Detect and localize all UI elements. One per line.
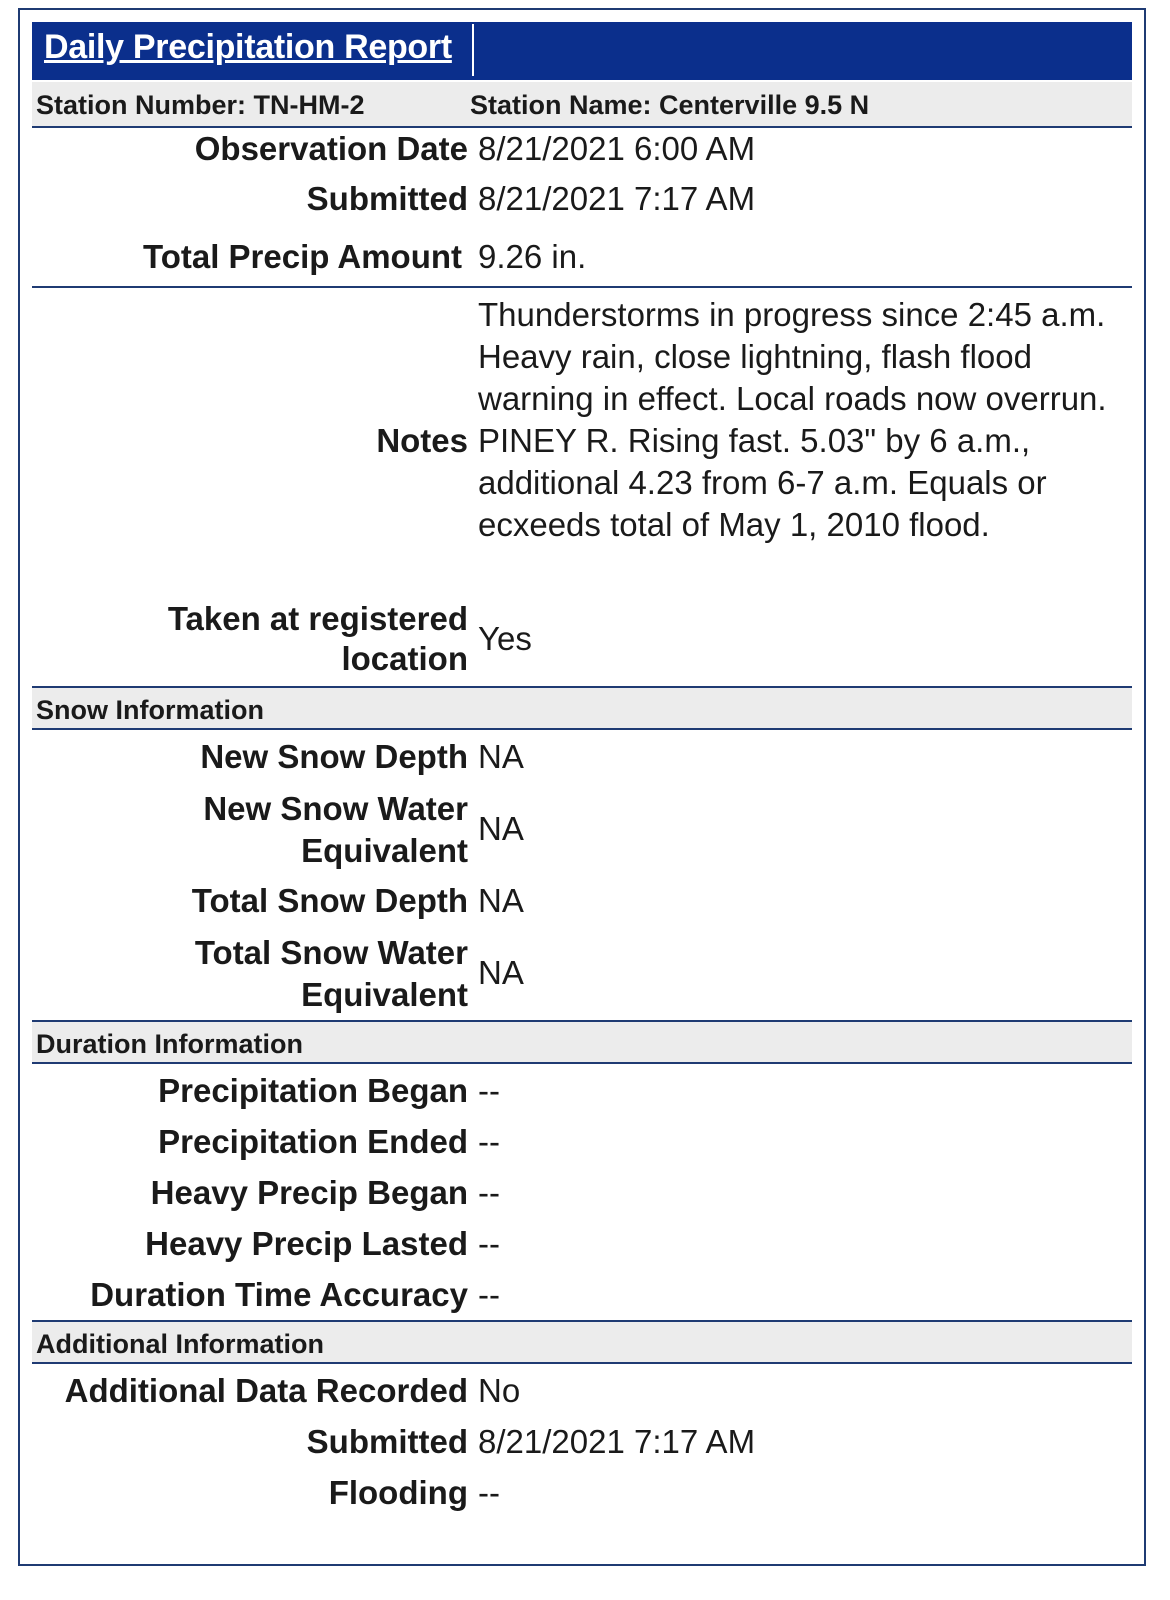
- flooding-label: Flooding: [328, 1474, 468, 1511]
- total-precip-row: [32, 236, 1132, 280]
- heavy-precip-lasted-label: Heavy Precip Lasted: [145, 1225, 468, 1262]
- additional-submitted-label: Submitted: [306, 1423, 468, 1460]
- new-snow-water-row: [32, 788, 1132, 872]
- snow-header-text: Snow Information: [36, 695, 264, 725]
- report-panel: [18, 8, 1146, 1566]
- additional-submitted-row: [32, 1421, 1132, 1465]
- registered-label-line2: location: [341, 640, 468, 677]
- additional-data-label: Additional Data Recorded: [64, 1372, 468, 1409]
- submitted-label: Submitted: [306, 180, 468, 217]
- snow-section-header: [32, 686, 1132, 730]
- precip-began-value: --: [478, 1072, 500, 1109]
- registered-label-line1: Taken at registered: [167, 600, 468, 637]
- total-snow-water-row: [32, 932, 1132, 1016]
- submitted-row: [32, 178, 1132, 222]
- total-precip-label: Total Precip Amount: [142, 238, 462, 275]
- total-snow-water-label-line1: Total Snow Water: [194, 934, 468, 971]
- new-snow-water-label-line1: New Snow Water: [203, 790, 468, 827]
- observation-date-row: [32, 128, 1132, 172]
- additional-data-value: No: [478, 1372, 521, 1409]
- precip-began-label: Precipitation Began: [158, 1072, 468, 1109]
- new-snow-depth-value: NA: [478, 738, 524, 775]
- heavy-precip-began-label: Heavy Precip Began: [150, 1174, 468, 1211]
- submitted-value: 8/21/2021 7:17 AM: [478, 180, 756, 217]
- heavy-precip-began-row: [32, 1172, 1132, 1216]
- notes-value: Thunderstorms in progress since 2:45 a.m. Heavy rain, close lightning, flash flood warning in effect. Local roads now overrun. PINEY R. Rising fast. 5.03" by 6 a.m., additional 4.23 from 6-7 a.m. Equals or ecxeeds total of May 1, 2010 flood.: [478, 296, 1107, 543]
- total-precip-value: 9.26 in.: [478, 238, 587, 275]
- additional-header-text: Additional Information: [36, 1329, 324, 1359]
- new-snow-water-label-line2: Equivalent: [301, 832, 468, 869]
- registered-value: Yes: [478, 620, 532, 657]
- observation-date-value: 8/21/2021 6:00 AM: [478, 130, 756, 167]
- duration-accuracy-row: [32, 1274, 1132, 1318]
- title-divider: [472, 24, 474, 76]
- new-snow-water-value: NA: [478, 810, 524, 847]
- total-snow-water-label-line2: Equivalent: [301, 976, 468, 1013]
- divider: [32, 286, 1132, 288]
- precip-began-row: [32, 1070, 1132, 1114]
- heavy-precip-lasted-value: --: [478, 1225, 500, 1262]
- precip-ended-value: --: [478, 1123, 500, 1160]
- notes-row: [32, 294, 1132, 590]
- station-number: Station Number: TN-HM-2: [36, 90, 365, 120]
- total-snow-depth-row: [32, 880, 1132, 924]
- heavy-precip-began-value: --: [478, 1174, 500, 1211]
- station-name: Station Name: Centerville 9.5 N: [470, 90, 870, 120]
- precip-ended-row: [32, 1121, 1132, 1165]
- new-snow-depth-row: [32, 736, 1132, 780]
- additional-submitted-value: 8/21/2021 7:17 AM: [478, 1423, 756, 1460]
- report-title-link[interactable]: Daily Precipitation Report: [44, 28, 452, 66]
- duration-accuracy-label: Duration Time Accuracy: [90, 1276, 468, 1313]
- additional-section-header: [32, 1320, 1132, 1364]
- duration-section-header: [32, 1020, 1132, 1064]
- additional-data-row: [32, 1370, 1132, 1414]
- title-bar: [32, 22, 1132, 80]
- notes-label: Notes: [376, 422, 468, 459]
- total-snow-depth-label: Total Snow Depth: [191, 882, 468, 919]
- heavy-precip-lasted-row: [32, 1223, 1132, 1267]
- duration-header-text: Duration Information: [36, 1029, 303, 1059]
- station-info-row: [32, 82, 1132, 128]
- flooding-row: [32, 1472, 1132, 1516]
- total-snow-water-value: NA: [478, 954, 524, 991]
- flooding-value: --: [478, 1474, 500, 1511]
- observation-date-label: Observation Date: [194, 130, 468, 167]
- new-snow-depth-label: New Snow Depth: [200, 738, 468, 775]
- duration-accuracy-value: --: [478, 1276, 500, 1313]
- registered-location-row: [32, 598, 1132, 682]
- precip-ended-label: Precipitation Ended: [158, 1123, 468, 1160]
- total-snow-depth-value: NA: [478, 882, 524, 919]
